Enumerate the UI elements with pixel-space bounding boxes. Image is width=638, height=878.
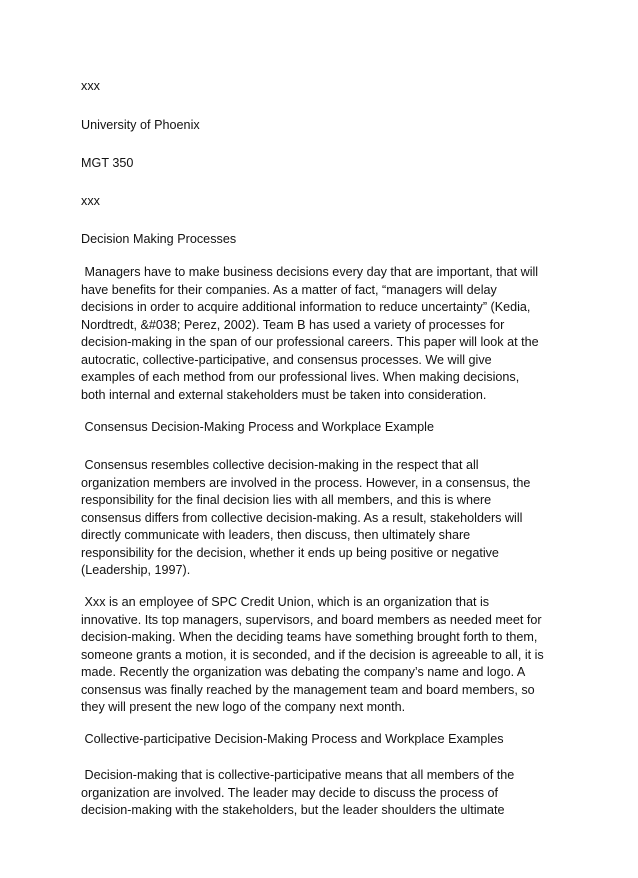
example-line: Xxx is an employee of SPC Credit Union, which is an organization that is xyxy=(81,595,490,609)
collective-line: organization are involved. The leader may decide to discuss the process of xyxy=(81,785,498,800)
intro-line: both internal and external stakeholders must be taken into consideration. xyxy=(81,387,487,402)
collective-line: decision-making with the stakeholders, but the leader shoulders the ultimate xyxy=(81,803,505,817)
consensus-line: directly communicate with leaders, then discuss, then ultimately share xyxy=(81,528,471,542)
example-line: consensus was finally reached by the management team and board members, so xyxy=(81,682,535,697)
consensus-line: responsibility for the decision, whether it ends up being positive or negative xyxy=(81,545,499,560)
consensus-line: consensus differs from collective decision-making. As a result, stakeholders will xyxy=(81,510,523,525)
intro-line: decision-making in the span of our professional careers. This paper will look at the xyxy=(81,335,539,349)
example-line: decision-making. When the deciding teams have something brought forth to them, xyxy=(81,630,538,644)
consensus-line: responsibility for the final decision lies with all members, and this is where xyxy=(81,493,492,507)
intro-paragraph xyxy=(81,264,566,404)
intro-line: Managers have to make business decisions every day that are important, that will xyxy=(81,265,539,279)
intro-line: decisions in order to acquire additional information to reduce uncertainty” (Kedia, xyxy=(81,300,531,314)
example-paragraph xyxy=(81,594,566,717)
instructor-line: xxx xyxy=(81,194,100,208)
collective-line: Decision-making that is collective-participative means that all members of the xyxy=(81,768,515,782)
consensus-line: organization members are involved in the process. However, in a consensus, the xyxy=(81,475,531,490)
intro-line: Nordtredt, &#038; Perez, 2002). Team B has used a variety of processes for xyxy=(81,317,505,332)
course-line: MGT 350 xyxy=(81,156,134,170)
consensus-line: (Leadership, 1997). xyxy=(81,563,191,577)
school-line: University of Phoenix xyxy=(81,118,200,132)
paper-title: Decision Making Processes xyxy=(81,232,237,246)
collective-paragraph xyxy=(81,767,566,820)
example-line: someone grants a motion, it is seconded, and if the decision is agreeable to all, it is xyxy=(81,647,544,662)
consensus-line: Consensus resembles collective decision-making in the respect that all xyxy=(81,458,479,472)
intro-line: autocratic, collective-participative, and consensus processes. We will give xyxy=(81,352,492,367)
author-line: xxx xyxy=(81,79,100,93)
consensus-paragraph xyxy=(81,457,566,580)
section-heading-collective: Collective-participative Decision-Making Process and Workplace Examples xyxy=(81,732,504,746)
example-line: made. Recently the organization was debating the company’s name and logo. A xyxy=(81,665,526,679)
example-line: innovative. Its top managers, supervisors, and board members as needed meet for xyxy=(81,612,542,627)
section-heading-consensus: Consensus Decision-Making Process and Workplace Example xyxy=(81,420,434,434)
intro-line: examples of each method from our professional lives. When making decisions, xyxy=(81,370,520,384)
example-line: they will present the new logo of the company next month. xyxy=(81,700,406,714)
intro-line: have benefits for their companies. As a matter of fact, “managers will delay xyxy=(81,282,497,297)
